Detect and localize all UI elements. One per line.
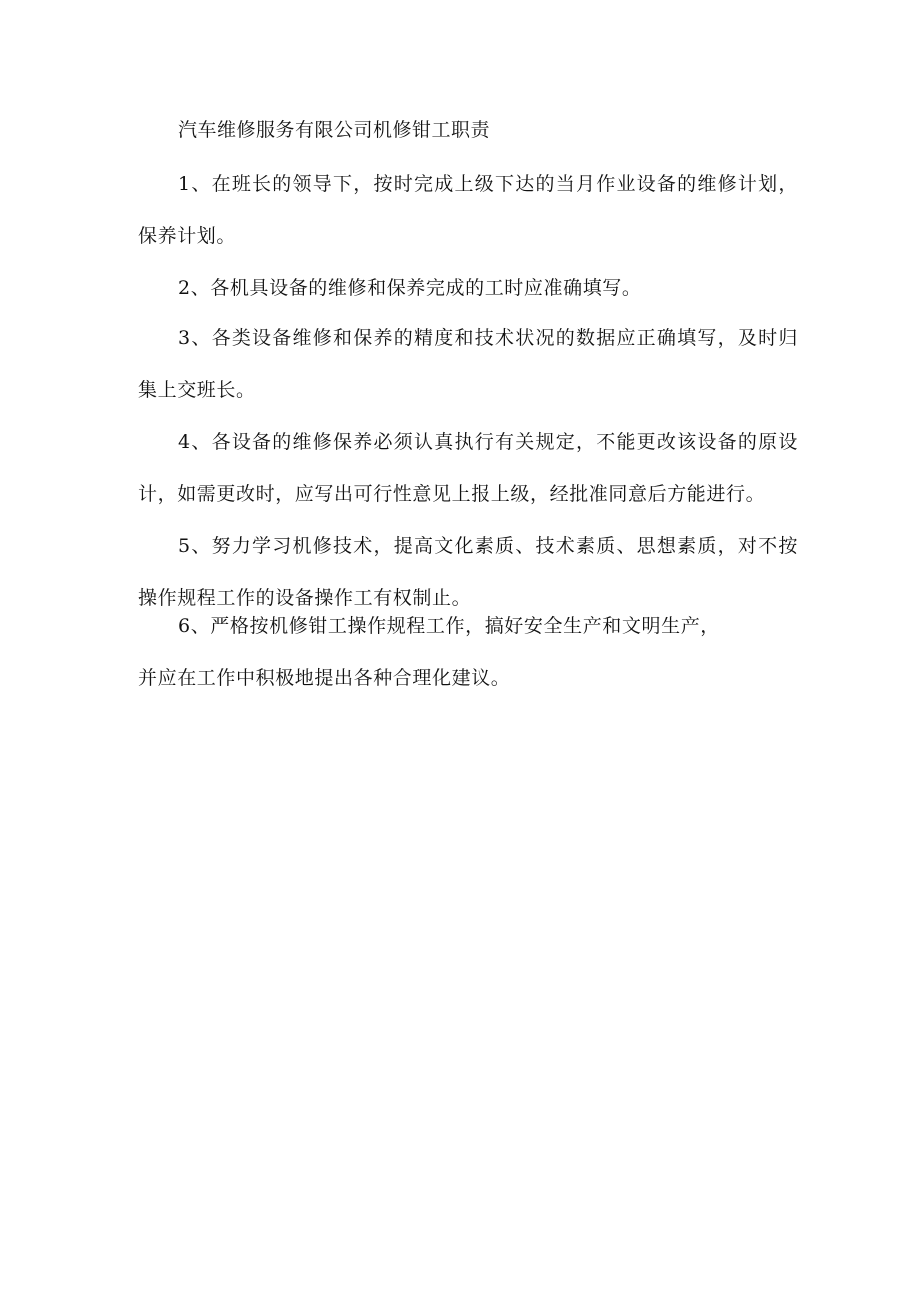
paragraph-2: 2、各机具设备的维修和保养完成的工时应准确填写。 [178,277,642,299]
paragraph-1: 1、在班长的领导下，按时完成上级下达的当月作业设备的维修计划，保养计划。 [138,173,798,247]
paragraph-4: 4、各设备的维修保养必须认真执行有关规定，不能更改该设备的原设计，如需更改时，应写出可行性意见上报上级，经批准同意后方能进行。 [138,431,798,505]
paragraph-6-line-2: 并应在工作中积极地提出各种合理化建议。 [138,667,511,689]
paragraph-3: 3、各类设备维修和保养的精度和技术状况的数据应正确填写，及时归集上交班长。 [138,327,798,401]
document-title: 汽车维修服务有限公司机修钳工职责 [178,119,491,141]
paragraph-6-line-1: 6、严格按机修钳工操作规程工作，搞好安全生产和文明生产， [178,615,720,637]
paragraph-5: 5、努力学习机修技术，提高文化素质、技术素质、思想素质，对不按操作规程工作的设备操作工有权制止。 [138,535,798,609]
